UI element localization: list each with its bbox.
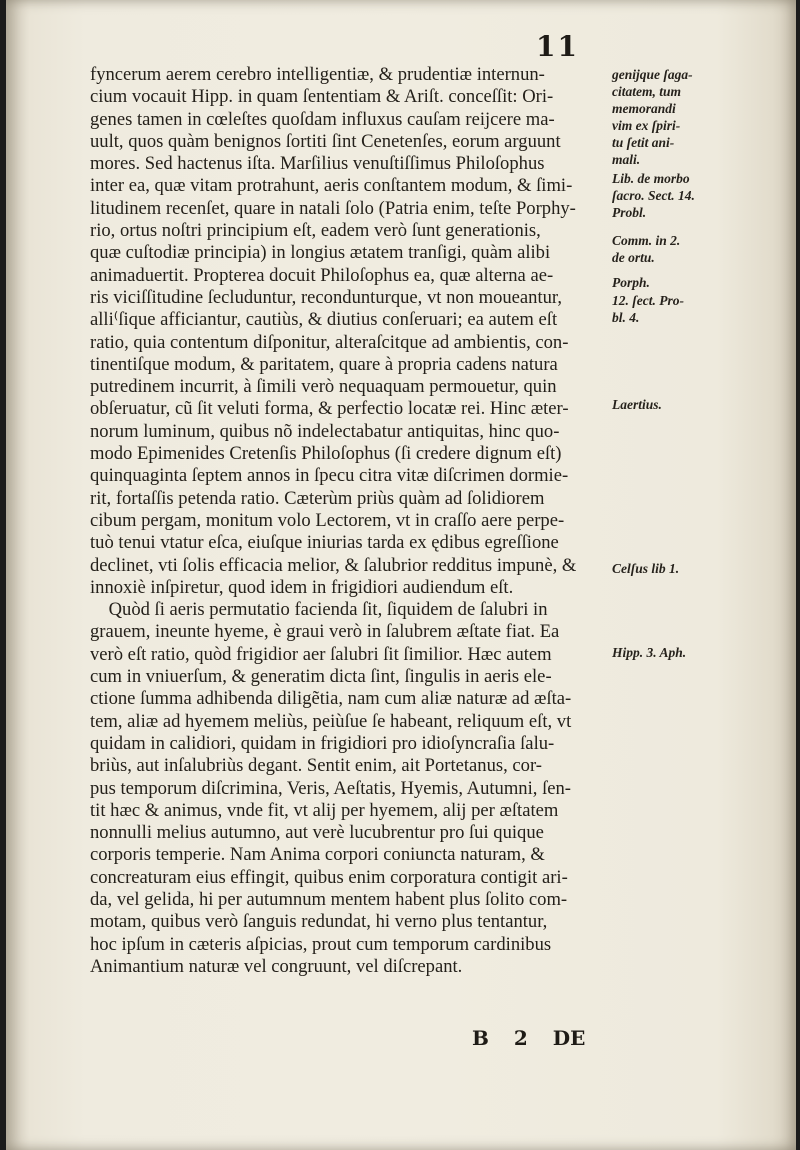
- margin-note-line: Porph.: [612, 275, 650, 290]
- margin-note-line: bl. 4.: [612, 310, 640, 325]
- text-line: cibum pergam, monitum volo Lectorem, vt in craſſo aere perpe-: [90, 509, 565, 531]
- margin-note-line: Laertius.: [612, 397, 662, 412]
- text-line: hoc ipſum in cæteris aſpicias, prout cum temporum cardinibus: [90, 933, 552, 955]
- margin-note: [612, 644, 686, 661]
- text-line: da, vel gelida, hi per autumnum mentem habent plus ſolito com-: [90, 888, 568, 910]
- margin-note-line: Celſus lib 1.: [612, 561, 680, 576]
- text-line: quidam in calidiori, quidam in frigidiori pro idioſyncraſia ſalu-: [90, 732, 555, 754]
- margin-note-line: mali.: [612, 152, 641, 167]
- margin-note: [612, 232, 680, 266]
- margin-note-line: 12. ſect. Pro-: [612, 293, 684, 308]
- text-line: quæ cuſtodiæ principia) in longius ætatem tranſigi, quàm alibi: [90, 242, 551, 264]
- margin-note: [612, 170, 695, 221]
- text-line: corporis temperie. Nam Anima corpori coniuncta naturam, &: [90, 844, 545, 866]
- margin-note-line: memorandi: [612, 101, 676, 116]
- show-through-text: [90, 935, 610, 957]
- text-line: inter ea, quæ vitam protrahunt, aeris conſtantem modum, & ſimi-: [90, 175, 573, 197]
- margin-note: [612, 66, 693, 168]
- text-line: innoxiè inſpiretur, quod idem in frigidiori audiendum eſt.: [90, 576, 514, 598]
- text-line: uult, quos quàm benignos ſortiti ſint Cenetenſes, eorum arguunt: [90, 130, 561, 152]
- margin-note-line: Comm. in 2.: [612, 233, 681, 248]
- text-line: concreaturam eius effingit, quibus enim corporatura contigit ari-: [90, 866, 568, 888]
- margin-note-line: vim ex ſpiri-: [612, 118, 681, 133]
- text-line: Quòd ſi aeris permutatio facienda ſit, ſiquidem de ſalubri in: [90, 599, 548, 621]
- main-text-block: [90, 64, 610, 978]
- text-line: modo Epimenides Cretenſis Philoſophus (ſi credere dignum eſt): [90, 443, 562, 465]
- margin-note: [612, 396, 662, 413]
- text-line: tuò tenui vtatur eſca, eiuſque iniurias tarda ex ędibus egreſſione: [90, 532, 559, 554]
- text-line: cum in vniuerſum, & generatim dicta ſint, ſingulis in aeris ele-: [90, 666, 552, 688]
- text-line: norum luminum, quibus nõ indelectabatur antiquitas, hinc quo-: [90, 420, 560, 442]
- text-line: tinentiſque modum, & paritatem, quare à propria cadens natura: [90, 353, 558, 375]
- margin-note-line: citatem, tum: [612, 84, 681, 99]
- margin-note: [612, 560, 679, 577]
- catchword: DE: [552, 1026, 586, 1050]
- text-line: genes tamen in cœleſtes quoſdam influxus cauſam reijcere ma-: [90, 108, 555, 130]
- margin-note-line: genijque ſaga-: [612, 67, 693, 82]
- text-line: ctione ſumma adhibenda diligẽtia, nam cum aliæ naturæ ad æſta-: [90, 688, 572, 710]
- text-line: obſeruatur, cũ ſit veluti forma, & perfectio locatæ rei. Hinc æter-: [90, 398, 569, 420]
- text-line: verò eſt ratio, quòd frigidior aer ſalubri ſit ſimilior. Hæc autem: [90, 643, 552, 665]
- catchline: [472, 1026, 585, 1050]
- margin-note: [612, 274, 650, 291]
- text-line: Animantium naturæ vel congruunt, vel diſcrepant.: [90, 955, 463, 977]
- text-line: pus temporum diſcrimina, Veris, Aeſtatis, Hyemis, Autumni, ſen-: [90, 777, 571, 799]
- book-page: [6, 0, 796, 1150]
- margin-note-line: tu ſetit ani-: [612, 135, 675, 150]
- text-line: cium vocauit Hipp. in quam ſententiam & Ariſt. conceſſit: Ori-: [90, 86, 554, 108]
- text-line: putredinem incurrit, à ſimili verò nequaquam permouetur, quin: [90, 376, 557, 398]
- text-line: tem, aliæ ad hyemem meliùs, peiùſue ſe habeant, reliquum eſt, vt: [90, 710, 572, 732]
- text-line: ratio, quia contentum diſponitur, alteraſcitque ad ambientis, con-: [90, 331, 569, 353]
- page-number: 11: [536, 30, 579, 63]
- margin-note-line: Lib. de morbo: [612, 171, 690, 186]
- text-line: litudinem recenſet, quare in natali ſolo (Patria enim, teſte Porphy-: [90, 197, 576, 219]
- text-line: alli⁽ſique afficiantur, cautiùs, & diutius conſeruari; ea autem eſt: [90, 309, 558, 331]
- text-line: declinet, vti ſolis efficacia melior, & ſalubrior redditus impunè, &: [90, 554, 577, 576]
- margin-note-line: Hipp. 3. Aph.: [612, 645, 687, 660]
- signature-mark: B 2: [472, 1026, 528, 1050]
- text-line: briùs, aut inſalubriùs degant. Sentit enim, ait Portetanus, cor-: [90, 755, 542, 777]
- text-line: rio, ortus noſtri principium eſt, eadem verò ſunt generationis,: [90, 220, 541, 242]
- text-line: fyncerum aerem cerebro intelligentiæ, & prudentiæ internun-: [90, 64, 545, 85]
- text-line: quinquaginta ſeptem annos in ſpecu citra vitæ diſcrimen dormie-: [90, 465, 569, 487]
- text-line: nonnulli melius autumno, aut verè lucubrentur pro ſui quique: [90, 822, 544, 844]
- text-line: motam, quibus verò ſanguis redundat, hi verno plus tentantur,: [90, 911, 548, 933]
- margin-note-line: Probl.: [612, 205, 647, 220]
- margin-note-line: ſacro. Sect. 14.: [612, 188, 695, 203]
- text-line: mores. Sed hactenus iſta. Marſilius venuſtiſſimus Philoſophus: [90, 153, 545, 175]
- text-line: tit hæc & animus, vnde fit, vt alij per hyemem, alij per æſtatem: [90, 799, 559, 821]
- margin-note: [612, 292, 684, 326]
- margin-note-line: de ortu.: [612, 250, 655, 265]
- text-line: animaduertit. Propterea docuit Philoſophus ea, quæ alterna ae-: [90, 264, 554, 286]
- text-line: rit, fortaſſis petenda ratio. Cæterùm priùs quàm ad ſolidiorem: [90, 487, 545, 509]
- text-line: ris viciſſitudine ſecluduntur, recondunturque, vt non moueantur,: [90, 286, 563, 308]
- text-line: grauem, ineunte hyeme, è graui verò in ſalubrem æſtate fiat. Ea: [90, 621, 560, 643]
